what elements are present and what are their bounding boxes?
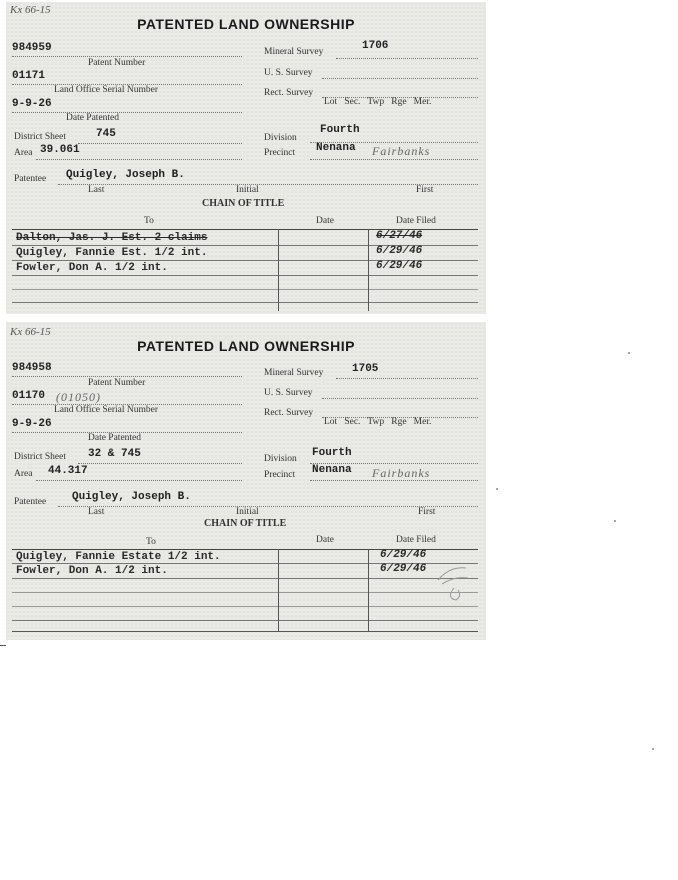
table-col-divider [368, 549, 369, 631]
initial-label: Initial [236, 507, 259, 517]
table-rule [12, 275, 478, 276]
division-value: Fourth [312, 447, 352, 459]
table-col-divider [278, 229, 279, 311]
serial-number-label: Land Office Serial Number [54, 85, 159, 95]
patentee-line [58, 184, 478, 185]
division-value: Fourth [320, 124, 360, 136]
us-survey-label: U. S. Survey [264, 68, 313, 78]
last-label: Last [88, 185, 105, 195]
patentee-label: Patentee [14, 174, 47, 184]
date-patented-value: 9-9-26 [12, 98, 52, 110]
mineral-survey-label: Mineral Survey [264, 47, 324, 57]
table-rule [12, 606, 478, 607]
date-patented-line [12, 112, 242, 113]
patent-number-value: 984958 [12, 362, 52, 374]
table-rule [12, 289, 478, 290]
table-rule [12, 592, 478, 593]
area-label: Area [14, 469, 33, 479]
patentee-label: Patentee [14, 497, 47, 507]
district-sheet-value: 745 [96, 128, 116, 140]
scan-speck [652, 748, 654, 750]
rect-survey-label: Rect. Survey [264, 408, 314, 418]
date-patented-label: Date Patented [66, 113, 120, 123]
area-line [36, 480, 242, 481]
col-date-filed-header: Date Filed [396, 535, 436, 545]
first-label: First [418, 507, 436, 517]
precinct-line [310, 159, 478, 160]
patentee-line [58, 506, 478, 507]
district-sheet-line [78, 463, 242, 464]
serial-number-value: 01171 [12, 70, 46, 82]
chain-of-title-heading: CHAIN OF TITLE [204, 518, 287, 529]
patent-number-line [12, 56, 242, 57]
precinct-label: Precinct [264, 470, 296, 480]
district-sheet-line [78, 143, 242, 144]
precinct-handwritten: Fairbanks [372, 144, 431, 158]
chain-row-1-to: Dalton, Jas. J. Est. 2 claims [16, 232, 208, 244]
us-survey-line [322, 78, 478, 79]
chain-row-3-filed: 6/29/46 [376, 260, 423, 272]
district-sheet-label: District Sheet [14, 132, 66, 142]
col-date-header: Date [316, 216, 334, 226]
scan-speck [614, 520, 616, 522]
serial-number-label: Land Office Serial Number [54, 405, 159, 415]
area-value: 39.061 [40, 144, 80, 156]
corner-note: Kx 66-15 [10, 326, 51, 338]
survey-columns: Lot Sec. Twp Rge Mer. [324, 97, 432, 107]
precinct-handwritten: Fairbanks [372, 466, 431, 480]
col-date-header: Date [316, 535, 334, 545]
mineral-survey-value: 1706 [362, 40, 389, 52]
table-bottom-rule [12, 631, 478, 632]
date-patented-label: Date Patented [88, 433, 142, 443]
table-rule [12, 302, 478, 303]
chain-of-title-heading: CHAIN OF TITLE [202, 198, 285, 209]
col-to-header: To [144, 216, 154, 226]
chain-row-2-filed: 6/29/46 [380, 563, 427, 575]
mineral-survey-label: Mineral Survey [264, 368, 324, 378]
serial-number-value: 01170 [12, 390, 46, 402]
col-to-header: To [146, 537, 156, 547]
division-label: Division [264, 133, 297, 143]
card-title: PATENTED LAND OWNERSHIP [137, 338, 355, 354]
ownership-card-2 [6, 322, 486, 640]
area-value: 44.317 [48, 465, 88, 477]
area-line [36, 159, 242, 160]
chain-row-3-to: Fowler, Don A. 1/2 int. [16, 262, 168, 274]
table-rule [12, 578, 478, 579]
chain-row-2-filed: 6/29/46 [376, 245, 423, 257]
precinct-line [310, 480, 478, 481]
initial-label: Initial [236, 185, 259, 195]
us-survey-line [322, 398, 478, 399]
patent-number-value: 984959 [12, 42, 52, 54]
patentee-value: Quigley, Joseph B. [72, 491, 191, 503]
area-label: Area [14, 148, 33, 158]
last-label: Last [88, 507, 105, 517]
ownership-card-1 [6, 2, 486, 314]
chain-row-1-filed: 6/27/46 [376, 230, 423, 242]
table-rule [12, 620, 478, 621]
mineral-survey-value: 1705 [352, 363, 379, 375]
chain-row-1-filed: 6/29/46 [380, 549, 427, 561]
table-col-divider [368, 229, 369, 311]
patentee-value: Quigley, Joseph B. [66, 169, 185, 181]
chain-row-2-to: Fowler, Don A. 1/2 int. [16, 565, 168, 577]
precinct-value: Nenana [316, 142, 356, 154]
corner-note: Kx 66-15 [10, 4, 51, 16]
district-sheet-value: 32 & 745 [88, 448, 141, 460]
patent-number-line [12, 376, 242, 377]
first-label: First [416, 185, 434, 195]
chain-row-2-to: Quigley, Fannie Est. 1/2 int. [16, 247, 208, 259]
pencil-scribble-mark [432, 558, 472, 602]
precinct-label: Precinct [264, 148, 296, 158]
table-col-divider [278, 549, 279, 631]
us-survey-label: U. S. Survey [264, 388, 313, 398]
patent-number-label: Patent Number [88, 378, 146, 388]
date-patented-value: 9-9-26 [12, 418, 52, 430]
chain-row-1-to: Quigley, Fannie Estate 1/2 int. [16, 551, 221, 563]
col-date-filed-header: Date Filed [396, 216, 436, 226]
scan-edge-mark [0, 645, 6, 646]
mineral-survey-line [336, 378, 478, 379]
serial-number-handwritten: (01050) [56, 390, 101, 404]
rect-survey-label: Rect. Survey [264, 88, 314, 98]
scan-speck [496, 488, 498, 490]
scan-speck [628, 352, 630, 354]
mineral-survey-line [336, 58, 478, 59]
card-title: PATENTED LAND OWNERSHIP [137, 16, 355, 32]
survey-columns: Lot Sec. Twp Rge Mer. [324, 417, 432, 427]
division-label: Division [264, 454, 297, 464]
precinct-value: Nenana [312, 464, 352, 476]
patent-number-label: Patent Number [88, 58, 146, 68]
district-sheet-label: District Sheet [14, 452, 66, 462]
